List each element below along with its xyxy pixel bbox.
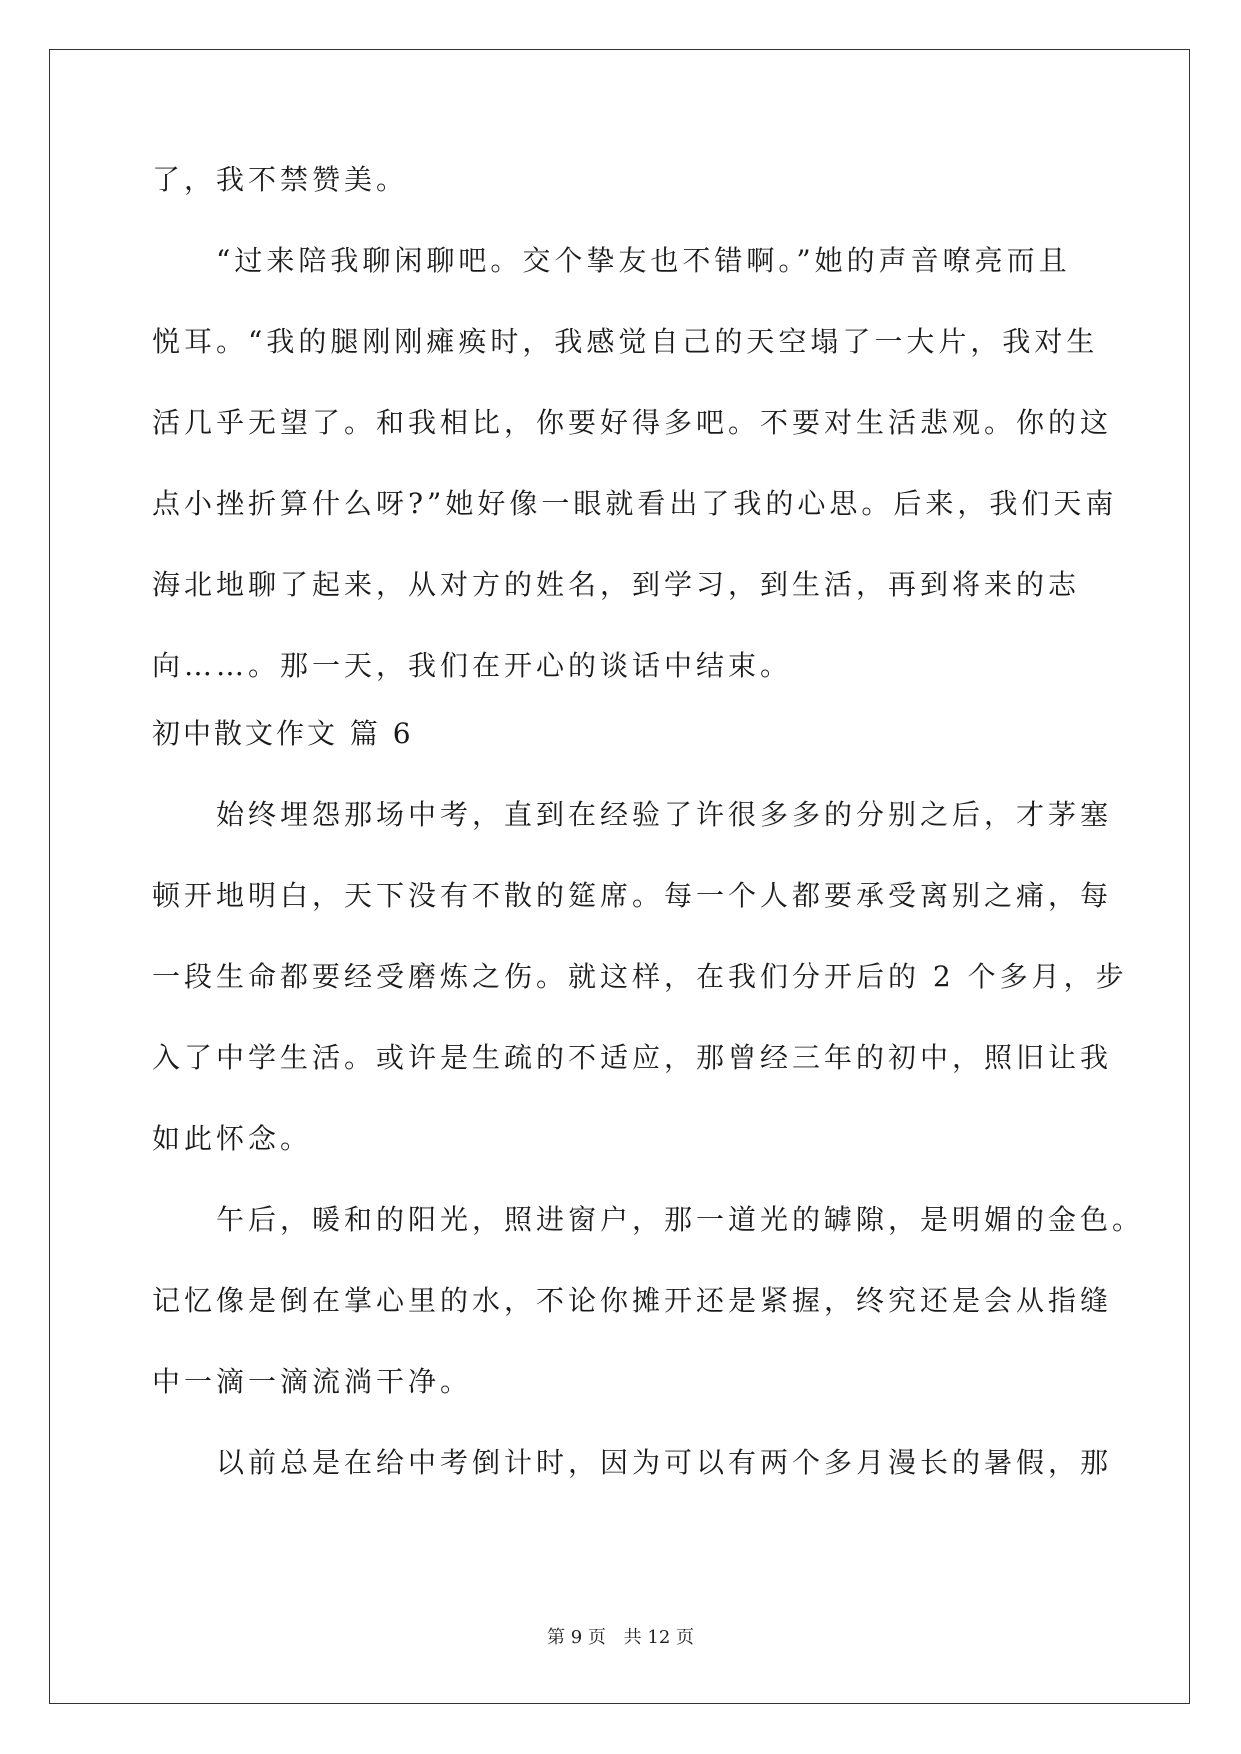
text-line: 了，我不禁赞美。 [152, 163, 409, 196]
text-line: 悦耳。“我的腿刚刚瘫痪时，我感觉自己的天空塌了一大片，我对生 [152, 325, 1099, 358]
text-line: 始终埋怨那场中考，直到在经验了许很多多的分别之后，才茅塞 [216, 798, 1113, 831]
text-line: 顿开地明白，天下没有不散的筵席。每一个人都要承受离别之痛，每 [152, 879, 1113, 912]
page-total: 共 12 页 [623, 1627, 694, 1648]
text-line: 点小挫折算什么呀?”她好像一眼就看出了我的心思。后来，我们天南 [152, 487, 1118, 520]
text-line: 以前总是在给中考倒计时，因为可以有两个多月漫长的暑假，那 [216, 1446, 1113, 1479]
page-footer [0, 1623, 1241, 1649]
text-line: 海北地聊了起来，从对方的姓名，到学习，到生活，再到将来的志 [152, 568, 1081, 601]
text-line: 记忆像是倒在掌心里的水，不论你摊开还是紧握，终究还是会从指缝 [152, 1284, 1113, 1317]
document-body [152, 150, 1145, 1514]
text-line: 入了中学生活。或许是生疏的不适应，那曾经三年的初中，照旧让我 [152, 1041, 1113, 1074]
text-line: 活几乎无望了。和我相比，你要好得多吧。不要对生活悲观。你的这 [152, 406, 1113, 439]
text-line: 一段生命都要经受磨炼之伤。就这样，在我们分开后的 2 个多月，步 [152, 960, 1128, 993]
text-line: 中一滴一滴流淌干净。 [152, 1365, 473, 1398]
text-line: “过来陪我聊闲聊吧。交个挚友也不错啊。”她的声音嘹亮而且 [216, 244, 1071, 277]
text-line: 向……。那一天，我们在开心的谈话中结束。 [152, 649, 793, 682]
page-number: 第 9 页 [547, 1627, 606, 1648]
text-line: 如此怀念。 [152, 1122, 313, 1155]
text-line: 午后，暖和的阳光，照进窗户，那一道光的罅隙，是明媚的金色。 [216, 1203, 1145, 1236]
section-heading: 初中散文作文 篇 6 [152, 717, 414, 750]
